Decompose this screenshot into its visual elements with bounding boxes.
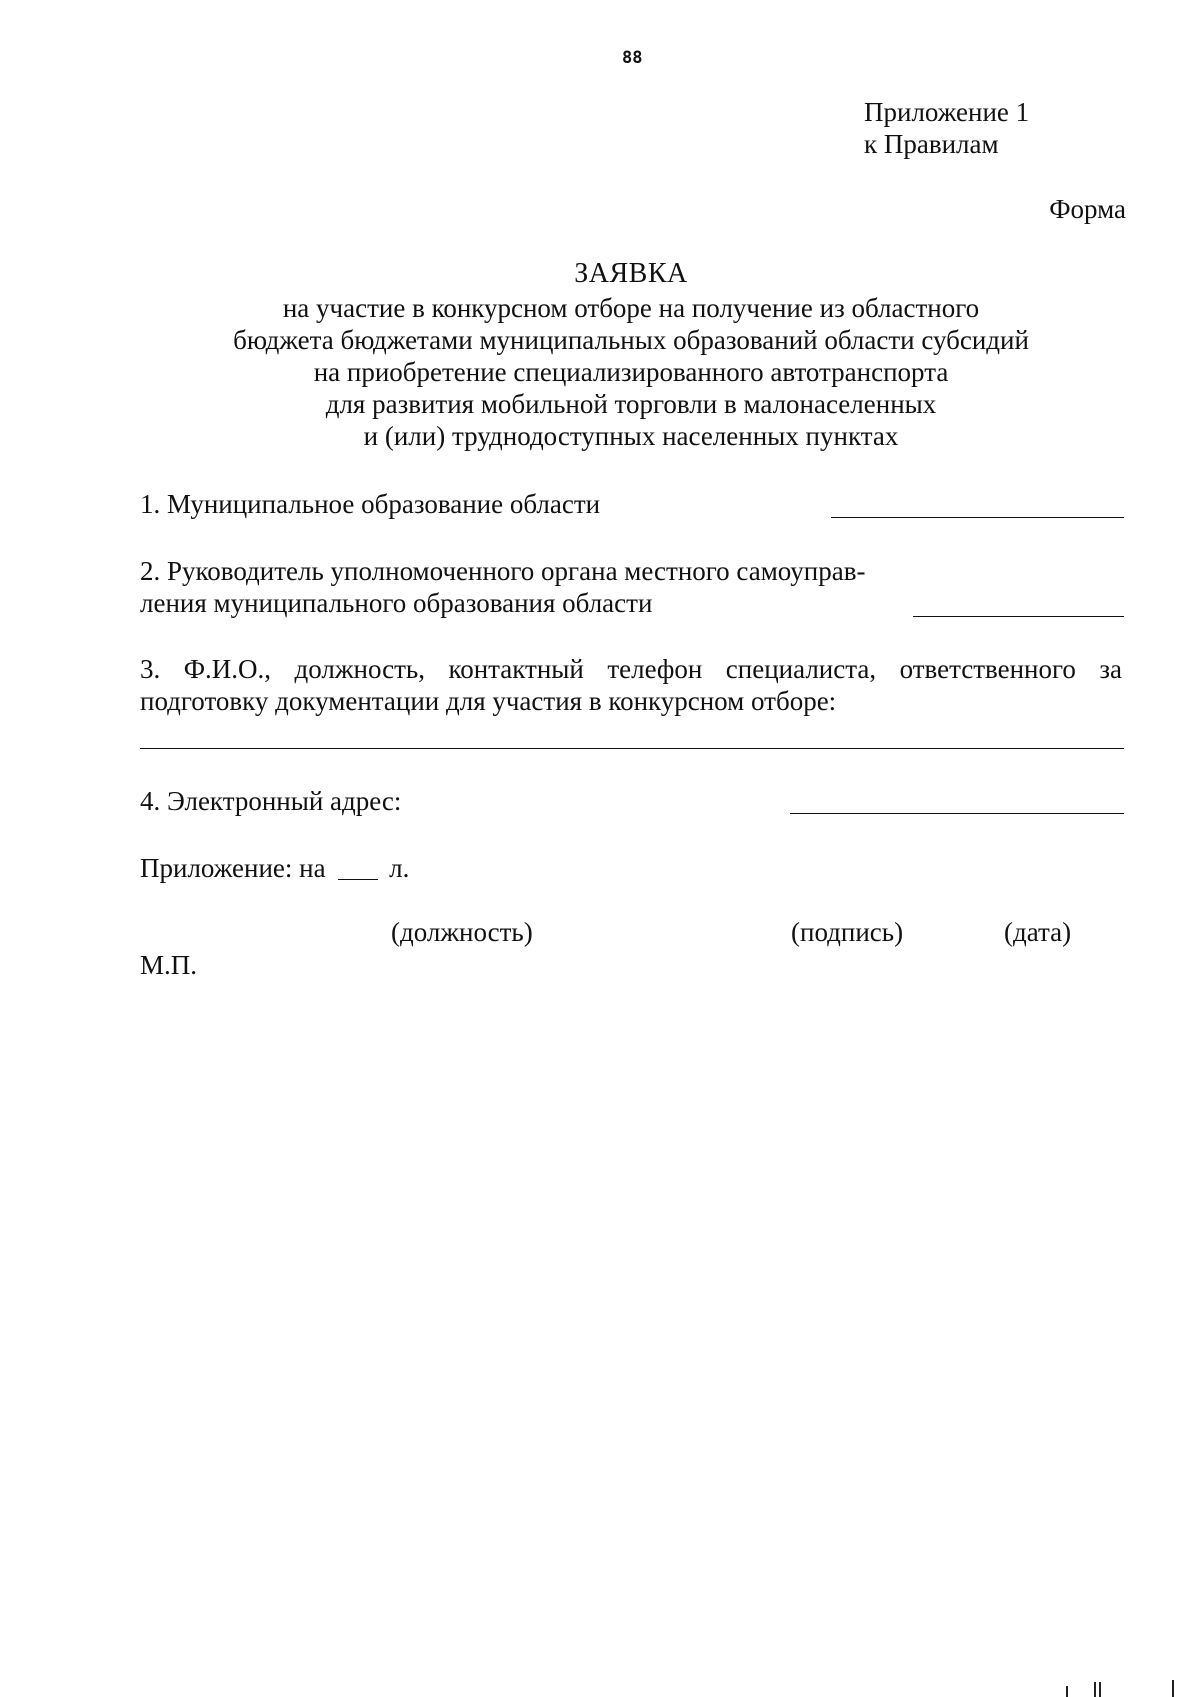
item-1-blank-field[interactable] <box>831 517 1124 518</box>
appendix-line-1: Приложение 1 <box>864 97 1030 127</box>
attachment-prefix: Приложение: на <box>140 853 326 883</box>
position-label: (должность) <box>391 917 533 947</box>
scan-mark <box>1172 1680 1174 1697</box>
document-title: ЗАЯВКА <box>574 258 688 289</box>
item-2-blank-field[interactable] <box>913 616 1124 617</box>
appendix-reference <box>864 96 1029 160</box>
document-subtitle <box>0 292 1200 452</box>
subtitle-line-2: бюджета бюджетами муниципальных образований области субсидий <box>233 325 1029 355</box>
scan-mark <box>1094 1682 1096 1697</box>
date-label: (дата) <box>1004 917 1072 947</box>
attachment-suffix: л. <box>389 853 410 883</box>
subtitle-line-4: для развития мобильной торговли в малонаселенных <box>325 389 937 419</box>
subtitle-line-5: и (или) труднодоступных населенных пунктах <box>363 421 899 451</box>
item-2-label-line-2: ления муниципального образования области <box>140 588 653 618</box>
form-label: Форма <box>1049 194 1126 224</box>
page-number: 88 <box>622 48 643 68</box>
stamp-label: М.П. <box>140 950 198 980</box>
appendix-line-2: к Правилам <box>864 129 999 159</box>
item-1-label: 1. Муниципальное образование области <box>140 489 601 519</box>
item-3-label: 3. Ф.И.О., должность, контактный телефон специалиста, ответственного за подготовку документации для участия в конкурсном отборе: <box>140 654 1122 716</box>
attachment-line <box>140 852 409 884</box>
attachment-page-count-blank[interactable] <box>338 879 378 880</box>
item-4-label: 4. Электронный адрес: <box>140 786 402 816</box>
item-4-blank-field[interactable] <box>790 813 1124 814</box>
scan-mark <box>1066 1686 1068 1697</box>
subtitle-line-3: на приобретение специализированного автотранспорта <box>313 357 949 387</box>
item-3-blank-field[interactable] <box>140 748 1124 749</box>
item-2-label-line-1: 2. Руководитель уполномоченного органа местного самоуправ- <box>140 556 866 586</box>
scan-mark <box>1099 1682 1101 1697</box>
subtitle-line-1: на участие в конкурсном отборе на получение из областного <box>282 293 980 323</box>
signature-label: (подпись) <box>791 917 904 947</box>
